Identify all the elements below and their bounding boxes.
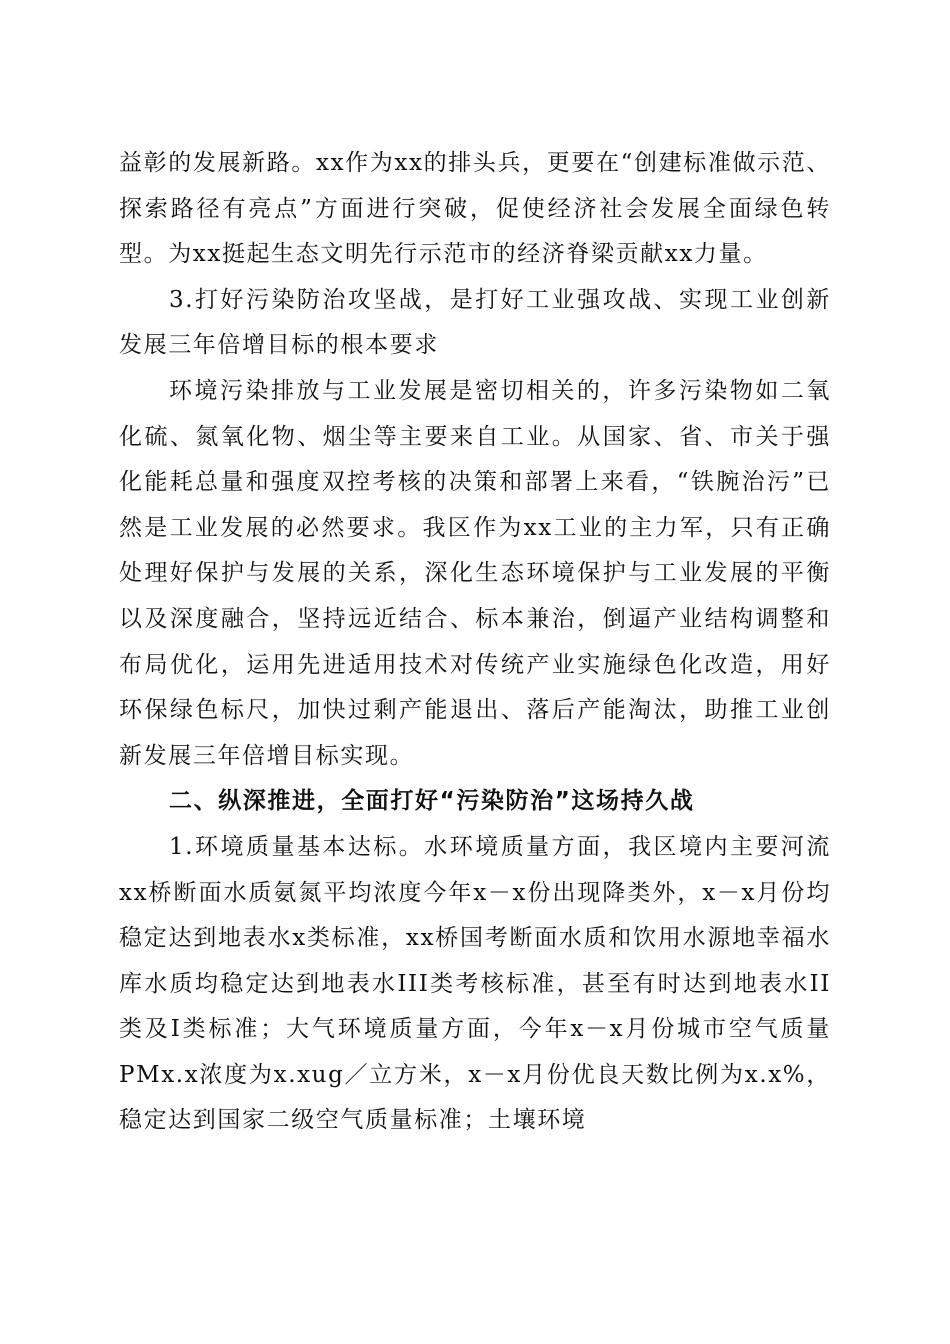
- paragraph-continuation: 益彰的发展新路。xx作为xx的排头兵，更要在“创建标准做示范、探索路径有亮点”方面进行突破，促使经济社会发展全面绿色转型。为xx挺起生态文明先行示范市的经济脊梁贡献xx力量。: [119, 150, 831, 268]
- paragraph-pollution-industry: 环境污染排放与工业发展是密切相关的，许多污染物如二氧化硫、氮氧化物、烟尘等主要来自工业。从国家、省、市关于强化能耗总量和强度双控考核的决策和部署上来看，“铁腕治污”已然是工业发展的必然要求。我区作为xx工业的主力军，只有正确处理好保护与发展的关系，深化生态环境保护与工业发展的平衡以及深度融合，坚持远近结合、标本兼治，倒逼产业结构调整和布局优化，运用先进适用技术对传统产业实施绿色化改造，用好环保绿色标尺，加快过剩产能退出、落后产能淘汰，助推工业创新发展三年倍增目标实现。: [119, 377, 831, 769]
- subsection-heading-3: 3.打好污染防治攻坚战，是打好工业强攻战、实现工业创新发展三年倍增目标的根本要求: [119, 286, 831, 359]
- document-body: [119, 141, 831, 1144]
- paragraph-environment-quality: 1.环境质量基本达标。水环境质量方面，我区境内主要河流xx桥断面水质氨氮平均浓度今年x－x份出现降类外，x－x月份均稳定达到地表水x类标准，xx桥国考断面水质和饮用水源地幸福水库水质均稳定达到地表水III类考核标准，甚至有时达到地表水II类及I类标准；大气环境质量方面，今年x－x月份城市空气质量PMx.x浓度为x.xug／立方米，x－x月份优良天数比例为x.x%，稳定达到国家二级空气质量标准；土壤环境: [119, 833, 831, 1134]
- section-heading-2: 二、纵深推进，全面打好“污染防治”这场持久战: [169, 788, 695, 815]
